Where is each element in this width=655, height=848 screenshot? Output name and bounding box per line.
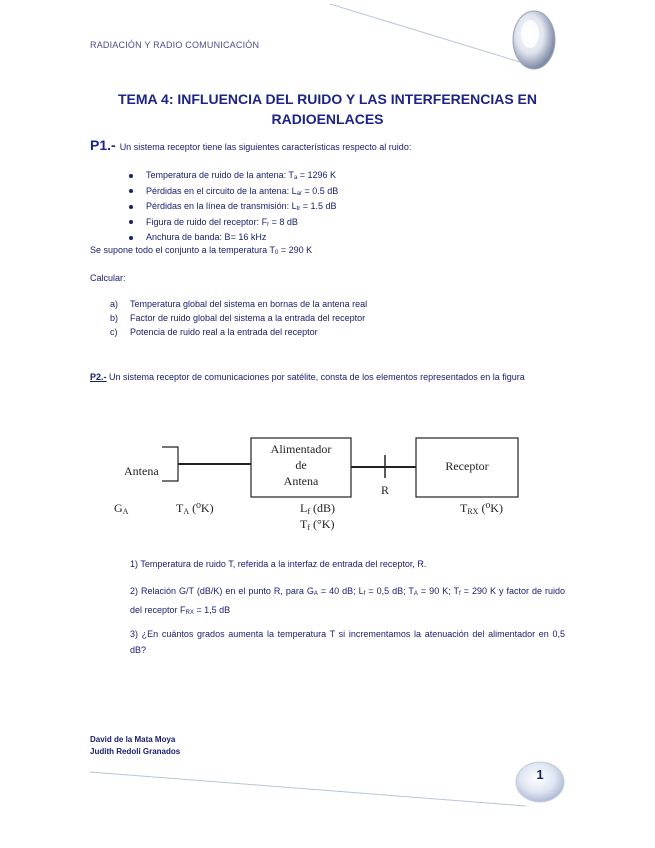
- p1-calcular: Calcular:: [90, 273, 126, 283]
- authors: [90, 734, 180, 758]
- p2-intro-text: Un sistema receptor de comunicaciones por satélite, consta de los elementos representados en la figura: [106, 372, 525, 382]
- author-1: David de la Mata Moya: [90, 735, 176, 744]
- page-number: 1: [536, 767, 544, 782]
- trx-label: TRX (⁰K): [460, 501, 503, 516]
- list-item: c) Potencia de ruido real a la entrada del receptor: [110, 327, 318, 337]
- p1-tag: P1.-: [90, 137, 116, 153]
- list-item: Temperatura de ruido de la antena: $T_a = 1296$ K: [90, 168, 338, 184]
- title-line-2: RADIOENLACES: [271, 111, 384, 127]
- page-title: [90, 89, 565, 129]
- p2-intro: [90, 369, 568, 386]
- receiver-label: Receptor: [445, 459, 489, 473]
- feeder-label-1: Alimentador: [270, 442, 332, 456]
- author-2: Judith Redoli Granados: [90, 747, 181, 756]
- p1-assumption: Se supone todo el conjunto a la temperatura $T_0 = 290$ K: [90, 245, 313, 256]
- lf-label: Lf (dB): [300, 501, 336, 516]
- p1-intro: [90, 137, 411, 153]
- question-3: 3) ¿En cuántos grados aumenta la temperatura T si incrementamos la atenuación del alimentador en 0,5 dB?: [130, 629, 565, 655]
- header-orb-decoration: [510, 8, 558, 72]
- reference-point-label: R: [381, 483, 390, 497]
- p2-tag: P2.-: [90, 372, 107, 382]
- list-item: Anchura de banda: B= 16 kHz: [90, 230, 338, 246]
- title-line-1: TEMA 4: INFLUENCIA DEL RUIDO Y LAS INTERFERENCIAS EN: [118, 91, 537, 107]
- list-item: Figura de ruido del receptor: $F_r = 8$ dB: [90, 215, 338, 231]
- p1-characteristics-list: [90, 168, 338, 246]
- antenna-label: Antena: [124, 464, 159, 478]
- question-2: 2) Relación G/T (dB/K) en el punto R, para $G_A = 40$ dB; $L_f = 0,5$ dB; $T_A = 90$ K; $T_f = 290$ K y factor de ruido del receptor $F_{RX} = 1,5$ dB: [130, 586, 565, 616]
- feeder-label-2: de: [295, 458, 307, 472]
- p1-tasks-list: [90, 297, 367, 339]
- ga-label: GA: [114, 501, 129, 516]
- list-item: b) Factor de ruido global del sistema a la entrada del receptor: [110, 313, 366, 323]
- list-item: a) Temperatura global del sistema en bornas de la antena real: [110, 299, 368, 309]
- list-item: Pérdidas en la línea de transmisión: $L_{tr} = 1.5$ dB: [90, 199, 338, 215]
- footer-decorative-line: [90, 770, 530, 810]
- p1-intro-text: Un sistema receptor tiene las siguientes características respecto al ruido:: [119, 142, 412, 152]
- list-item: Pérdidas en el circuito de la antena: $L_{ar} = 0.5$ dB: [90, 184, 338, 200]
- tf-label: Tf (°K): [300, 517, 335, 532]
- feeder-label-3: Antena: [283, 474, 319, 488]
- ta-label: TA (⁰K): [176, 501, 214, 516]
- running-header: RADIACIÓN Y RADIO COMUNICACIÓN: [90, 40, 260, 50]
- system-block-diagram: [100, 428, 540, 538]
- question-1: 1) Temperatura de ruido T, referida a la interfaz de entrada del receptor, R.: [130, 559, 427, 569]
- header-decorative-line: [330, 0, 530, 70]
- antenna-bracket: [162, 447, 178, 481]
